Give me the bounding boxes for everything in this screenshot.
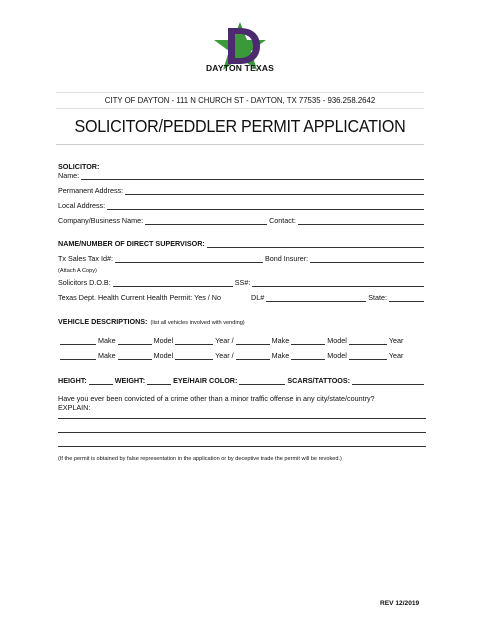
ssn-field[interactable] xyxy=(252,278,424,287)
permanent-address-row xyxy=(58,184,426,195)
eye-hair-label: EYE/HAIR COLOR: xyxy=(173,376,238,385)
state-label: State: xyxy=(368,293,387,302)
bond-field[interactable] xyxy=(310,254,424,263)
model-label: Model xyxy=(153,351,174,360)
tax-id-field[interactable] xyxy=(115,254,263,263)
company-row xyxy=(58,214,426,225)
company-field[interactable] xyxy=(145,216,267,225)
year-label: Year / xyxy=(215,336,234,345)
dl-field[interactable] xyxy=(266,293,366,302)
model-label: Model xyxy=(327,351,347,360)
bond-label: Bond Insurer: xyxy=(265,254,309,263)
year-label: Year xyxy=(388,351,404,360)
explain-line-3[interactable] xyxy=(58,446,426,447)
vehicle-row-1 xyxy=(58,334,426,345)
make-field[interactable] xyxy=(291,336,325,345)
year-label: Year xyxy=(388,336,404,345)
dl-label: DL# xyxy=(251,293,265,302)
disclaimer: (If the permit is obtained by false representation in the application or by deceptive trade the permit will be revoked.) xyxy=(58,456,342,462)
make-label: Make xyxy=(271,351,290,360)
title-divider xyxy=(56,144,424,145)
scars-label: SCARS/TATTOOS: xyxy=(287,376,351,385)
year-field[interactable] xyxy=(236,351,270,360)
make-label: Make xyxy=(98,351,116,360)
supervisor-label: NAME/NUMBER OF DIRECT SUPERVISOR: xyxy=(58,239,205,248)
vehicle-2-field[interactable] xyxy=(60,351,96,360)
make-field[interactable] xyxy=(118,351,152,360)
make-field[interactable] xyxy=(118,336,152,345)
make-field[interactable] xyxy=(291,351,325,360)
scars-field[interactable] xyxy=(352,376,424,385)
city-address: CITY OF DAYTON - 111 N CHURCH ST - DAYTON, TX 77535 - 936.258.2642 xyxy=(56,92,424,109)
name-field[interactable] xyxy=(81,171,424,180)
physical-row xyxy=(58,374,426,385)
explain-label: EXPLAIN: xyxy=(58,403,91,412)
weight-field[interactable] xyxy=(147,376,171,385)
explain-line-1[interactable] xyxy=(58,418,426,419)
tax-row xyxy=(58,252,426,263)
vehicle-heading: VEHICLE DESCRIPTIONS: xyxy=(58,317,148,326)
dob-label: Solicitors D.O.B: xyxy=(58,278,111,287)
revision-label: REV 12/2019 xyxy=(380,600,420,607)
vehicle-note: (list all vehicles involved with vending) xyxy=(150,320,245,326)
eye-hair-field[interactable] xyxy=(239,376,285,385)
company-label: Company/Business Name: xyxy=(58,216,144,225)
name-label: Name: xyxy=(58,171,80,180)
health-permit-row xyxy=(58,291,426,302)
brand-name: DAYTON TEXAS xyxy=(205,63,275,73)
tax-id-label: Tx Sales Tax Id#: xyxy=(58,254,113,263)
name-row xyxy=(58,169,426,180)
model-label: Model xyxy=(327,336,347,345)
explain-line-2[interactable] xyxy=(58,432,426,433)
permanent-address-field[interactable] xyxy=(125,186,424,195)
dob-row xyxy=(58,276,426,287)
model-field[interactable] xyxy=(349,351,387,360)
state-field[interactable] xyxy=(389,293,424,302)
vehicle-1-field[interactable] xyxy=(60,336,96,345)
permanent-address-label: Permanent Address: xyxy=(58,186,124,195)
supervisor-field[interactable] xyxy=(207,239,424,248)
height-label: HEIGHT: xyxy=(58,376,87,385)
model-field[interactable] xyxy=(349,336,387,345)
contact-field[interactable] xyxy=(298,216,424,225)
local-address-label: Local Address: xyxy=(58,201,106,210)
make-label: Make xyxy=(98,336,116,345)
make-label: Make xyxy=(271,336,290,345)
dob-field[interactable] xyxy=(113,278,233,287)
model-field[interactable] xyxy=(175,351,213,360)
model-label: Model xyxy=(153,336,174,345)
year-field[interactable] xyxy=(236,336,270,345)
local-address-row xyxy=(58,199,426,210)
local-address-field[interactable] xyxy=(107,201,424,210)
model-field[interactable] xyxy=(175,336,213,345)
health-permit-label: Texas Dept. Health Current Health Permit: Yes / No xyxy=(58,293,221,302)
vehicle-row-2 xyxy=(58,349,426,360)
year-label: Year / xyxy=(215,351,234,360)
conviction-question: Have you ever been convicted of a crime other than a minor traffic offense in any city/state/country? xyxy=(58,394,375,403)
vehicle-heading-row xyxy=(58,315,426,326)
height-field[interactable] xyxy=(89,376,113,385)
ssn-label: SS#: xyxy=(234,278,251,287)
contact-label: Contact: xyxy=(269,216,296,225)
supervisor-row xyxy=(58,237,426,248)
page-title: SOLICITOR/PEDDLER PERMIT APPLICATION xyxy=(74,116,406,136)
attach-note: (Attach A Copy) xyxy=(58,268,97,274)
solicitor-heading: SOLICITOR: xyxy=(58,162,100,171)
weight-label: WEIGHT: xyxy=(114,376,146,385)
